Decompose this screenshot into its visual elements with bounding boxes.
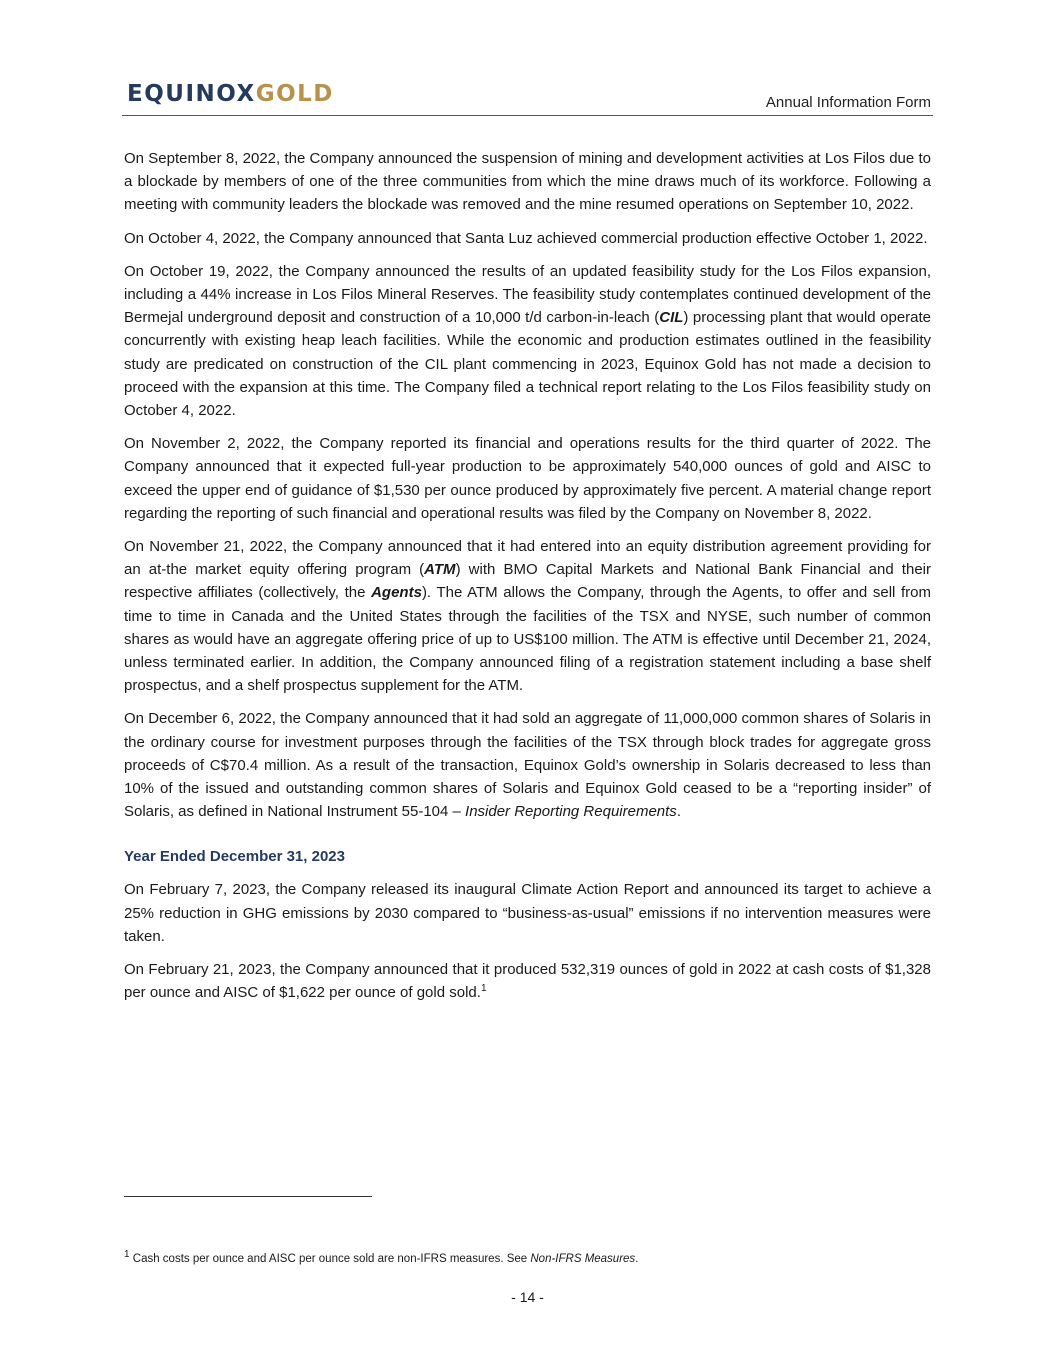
main-content bbox=[124, 147, 931, 1015]
paragraph-los-filos-blockade: On September 8, 2022, the Company announced the suspension of mining and development activities at Los Filos due to a blockade by members of one of the three communities from which the mine draws much of its workforce. Following a meeting with community leaders the blockade was removed and the mine resumed operations on September 10, 2022. bbox=[124, 150, 931, 214]
footnote: $^1$ Cash costs per ounce and AISC per ounce sold are non-IFRS measures. See Non-IFRS Measures. bbox=[124, 1249, 639, 1265]
section-heading-2023: Year Ended December 31, 2023 bbox=[124, 848, 345, 866]
paragraph-feasibility-study: On October 19, 2022, the Company announced the results of an updated feasibility study for the Los Filos expansion, including a 44% increase in Los Filos Mineral Reserves. The feasibility study contemplates continued development of the Bermejal underground deposit and construction of a 10,000 t/d carbon-in-leach (CIL) processing plant that would operate concurrently with existing heap leach facilities. While the economic and production estimates outlined in the feasibility study are predicated on construction of the CIL plant commencing in 2023, Equinox Gold has not made a decision to proceed with the expansion at this time. The Company filed a technical report relating to the Los Filos feasibility study on October 4, 2022. bbox=[124, 262, 932, 420]
footnote-divider bbox=[124, 1196, 372, 1197]
footnote-reference[interactable]: 1 bbox=[480, 983, 487, 995]
paragraph-atm-program: On November 21, 2022, the Company announced that it had entered into an equity distribution agreement providing for an at-the market equity offering program (ATM) with BMO Capital Markets and National Bank Financial and their respective affiliates (collectively, the Agents). The ATM allows the Company, through the Agents, to offer and sell from time to time in Canada and the United States through the facilities of the TSX and NYSE, such number of common shares as would have an aggregate offering price of up to US$100 million. The ATM is effective until December 21, 2024, unless terminated earlier. In addition, the Company announced filing of a registration statement including a base shelf prospectus, and a shelf prospectus supplement for the ATM. bbox=[124, 538, 931, 695]
document-title: Annual Information Form bbox=[765, 94, 931, 111]
page-number: - 14 - bbox=[511, 1289, 544, 1305]
paragraph-2022-production: On February 21, 2023, the Company announced that it produced 532,319 ounces of gold in 2022 at cash costs of $1,328 per ounce and AISC of $1,622 per ounce of gold sold.$^1$ bbox=[124, 961, 931, 1002]
paragraph-santa-luz: On October 4, 2022, the Company announced that Santa Luz achieved commercial production effective October 1, 2022. bbox=[124, 229, 928, 247]
header-divider bbox=[122, 115, 933, 116]
company-logo: EQUINOXGOLD bbox=[127, 81, 334, 107]
paragraph-q3-results: On November 2, 2022, the Company reported its financial and operations results for the third quarter of 2022. The Company announced that it expected full-year production to be approximately 540,000 ounces of gold and AISC to exceed the upper end of guidance of $1,530 per ounce produced by approximately five percent. A material change report regarding the reporting of such financial and operational results was filed by the Company on November 8, 2022. bbox=[124, 435, 931, 522]
paragraph-solaris-sale: On December 6, 2022, the Company announced that it had sold an aggregate of 11,000,000 common shares of Solaris in the ordinary course for investment purposes through the facilities of the TSX through block trades for aggregate gross proceeds of C$70.4 million. As a result of the transaction, Equinox Gold’s ownership in Solaris decreased to less than 10% of the issued and outstanding common shares of Solaris and Equinox Gold ceased to be a “reporting insider” of Solaris, as defined in National Instrument 55-104 – Insider Reporting Requirements. bbox=[124, 710, 931, 821]
paragraph-climate-report: On February 7, 2023, the Company released its inaugural Climate Action Report and announced its target to achieve a 25% reduction in GHG emissions by 2030 compared to “business-as-usual” emissions if no intervention measures were taken. bbox=[124, 881, 931, 945]
